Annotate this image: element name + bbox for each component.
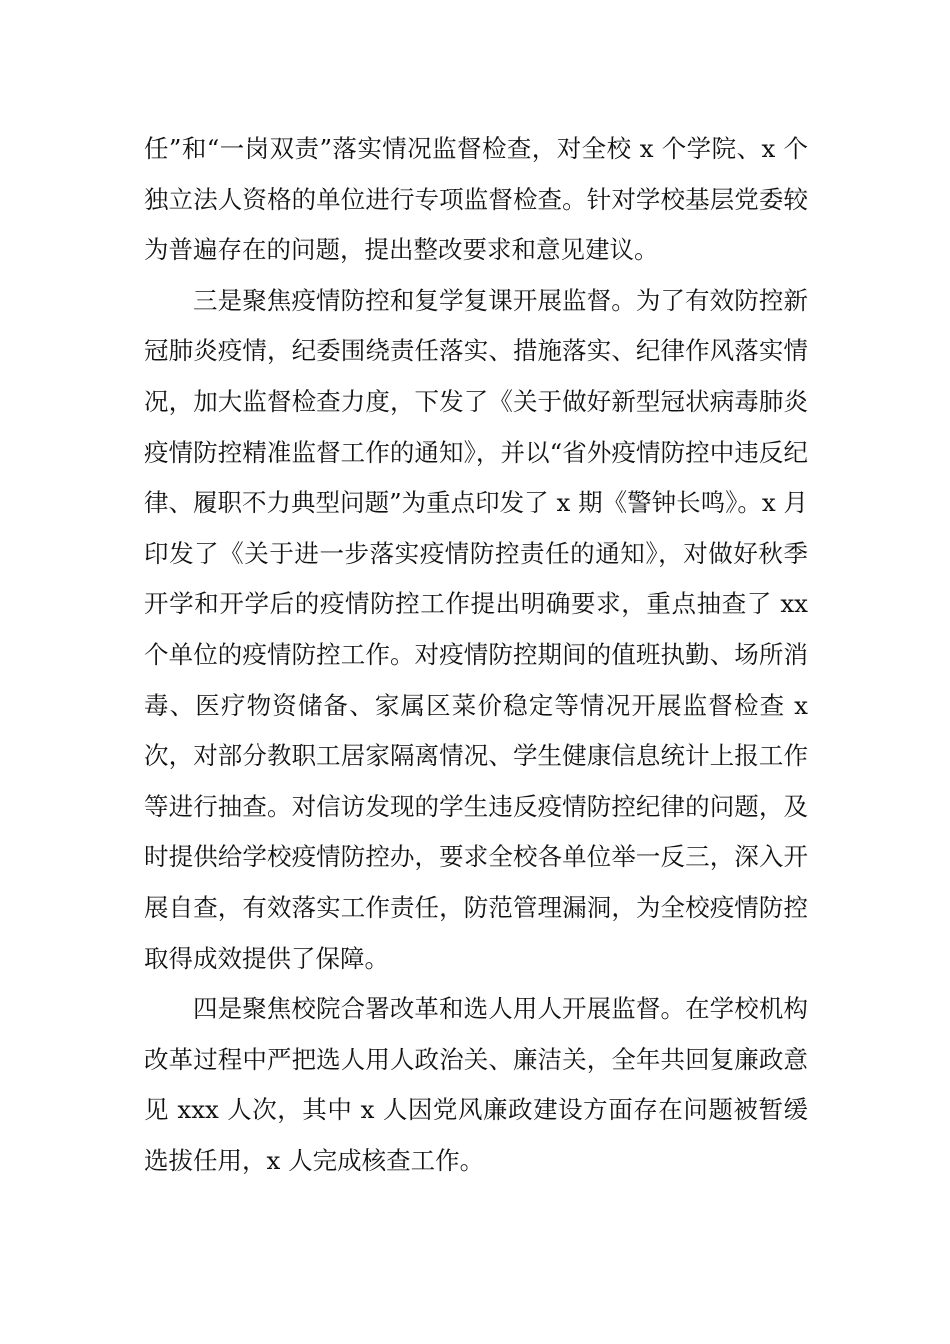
document-body [144,124,808,1186]
paragraph-third-supervision: 三是聚焦疫情防控和复学复课开展监督。为了有效防控新冠肺炎疫情，纪委围绕责任落实、措施落实、纪律作风落实情况，加大监督检查力度，下发了《关于做好新型冠状病毒肺炎疫情防控精准监督工作的通知》，并以“省外疫情防控中违反纪律、履职不力典型问题”为重点印发了 x 期《警钟长鸣》。x 月印发了《关于进一步落实疫情防控责任的通知》，对做好秋季开学和开学后的疫情防控工作提出明确要求，重点抽查了 xx 个单位的疫情防控工作。对疫情防控期间的值班执勤、场所消毒、医疗物资储备、家属区菜价稳定等情况开展监督检查 x 次，对部分教职工居家隔离情况、学生健康信息统计上报工作等进行抽查。对信访发现的学生违反疫情防控纪律的问题，及时提供给学校疫情防控办，要求全校各单位举一反三，深入开展自查，有效落实工作责任，防范管理漏洞，为全校疫情防控取得成效提供了保障。 [144,285,808,973]
paragraph-continued: 任”和“一岗双责”落实情况监督检查，对全校 x 个学院、x 个独立法人资格的单位进行专项监督检查。针对学校基层党委较为普遍存在的问题，提出整改要求和意见建议。 [144,134,808,265]
paragraph-fourth-supervision: 四是聚焦校院合署改革和选人用人开展监督。在学校机构改革过程中严把选人用人政治关、廉洁关，全年共回复廉政意见 xxx 人次，其中 x 人因党风廉政建设方面存在问题被暂缓选拔任用，x 人完成核查工作。 [144,994,808,1175]
